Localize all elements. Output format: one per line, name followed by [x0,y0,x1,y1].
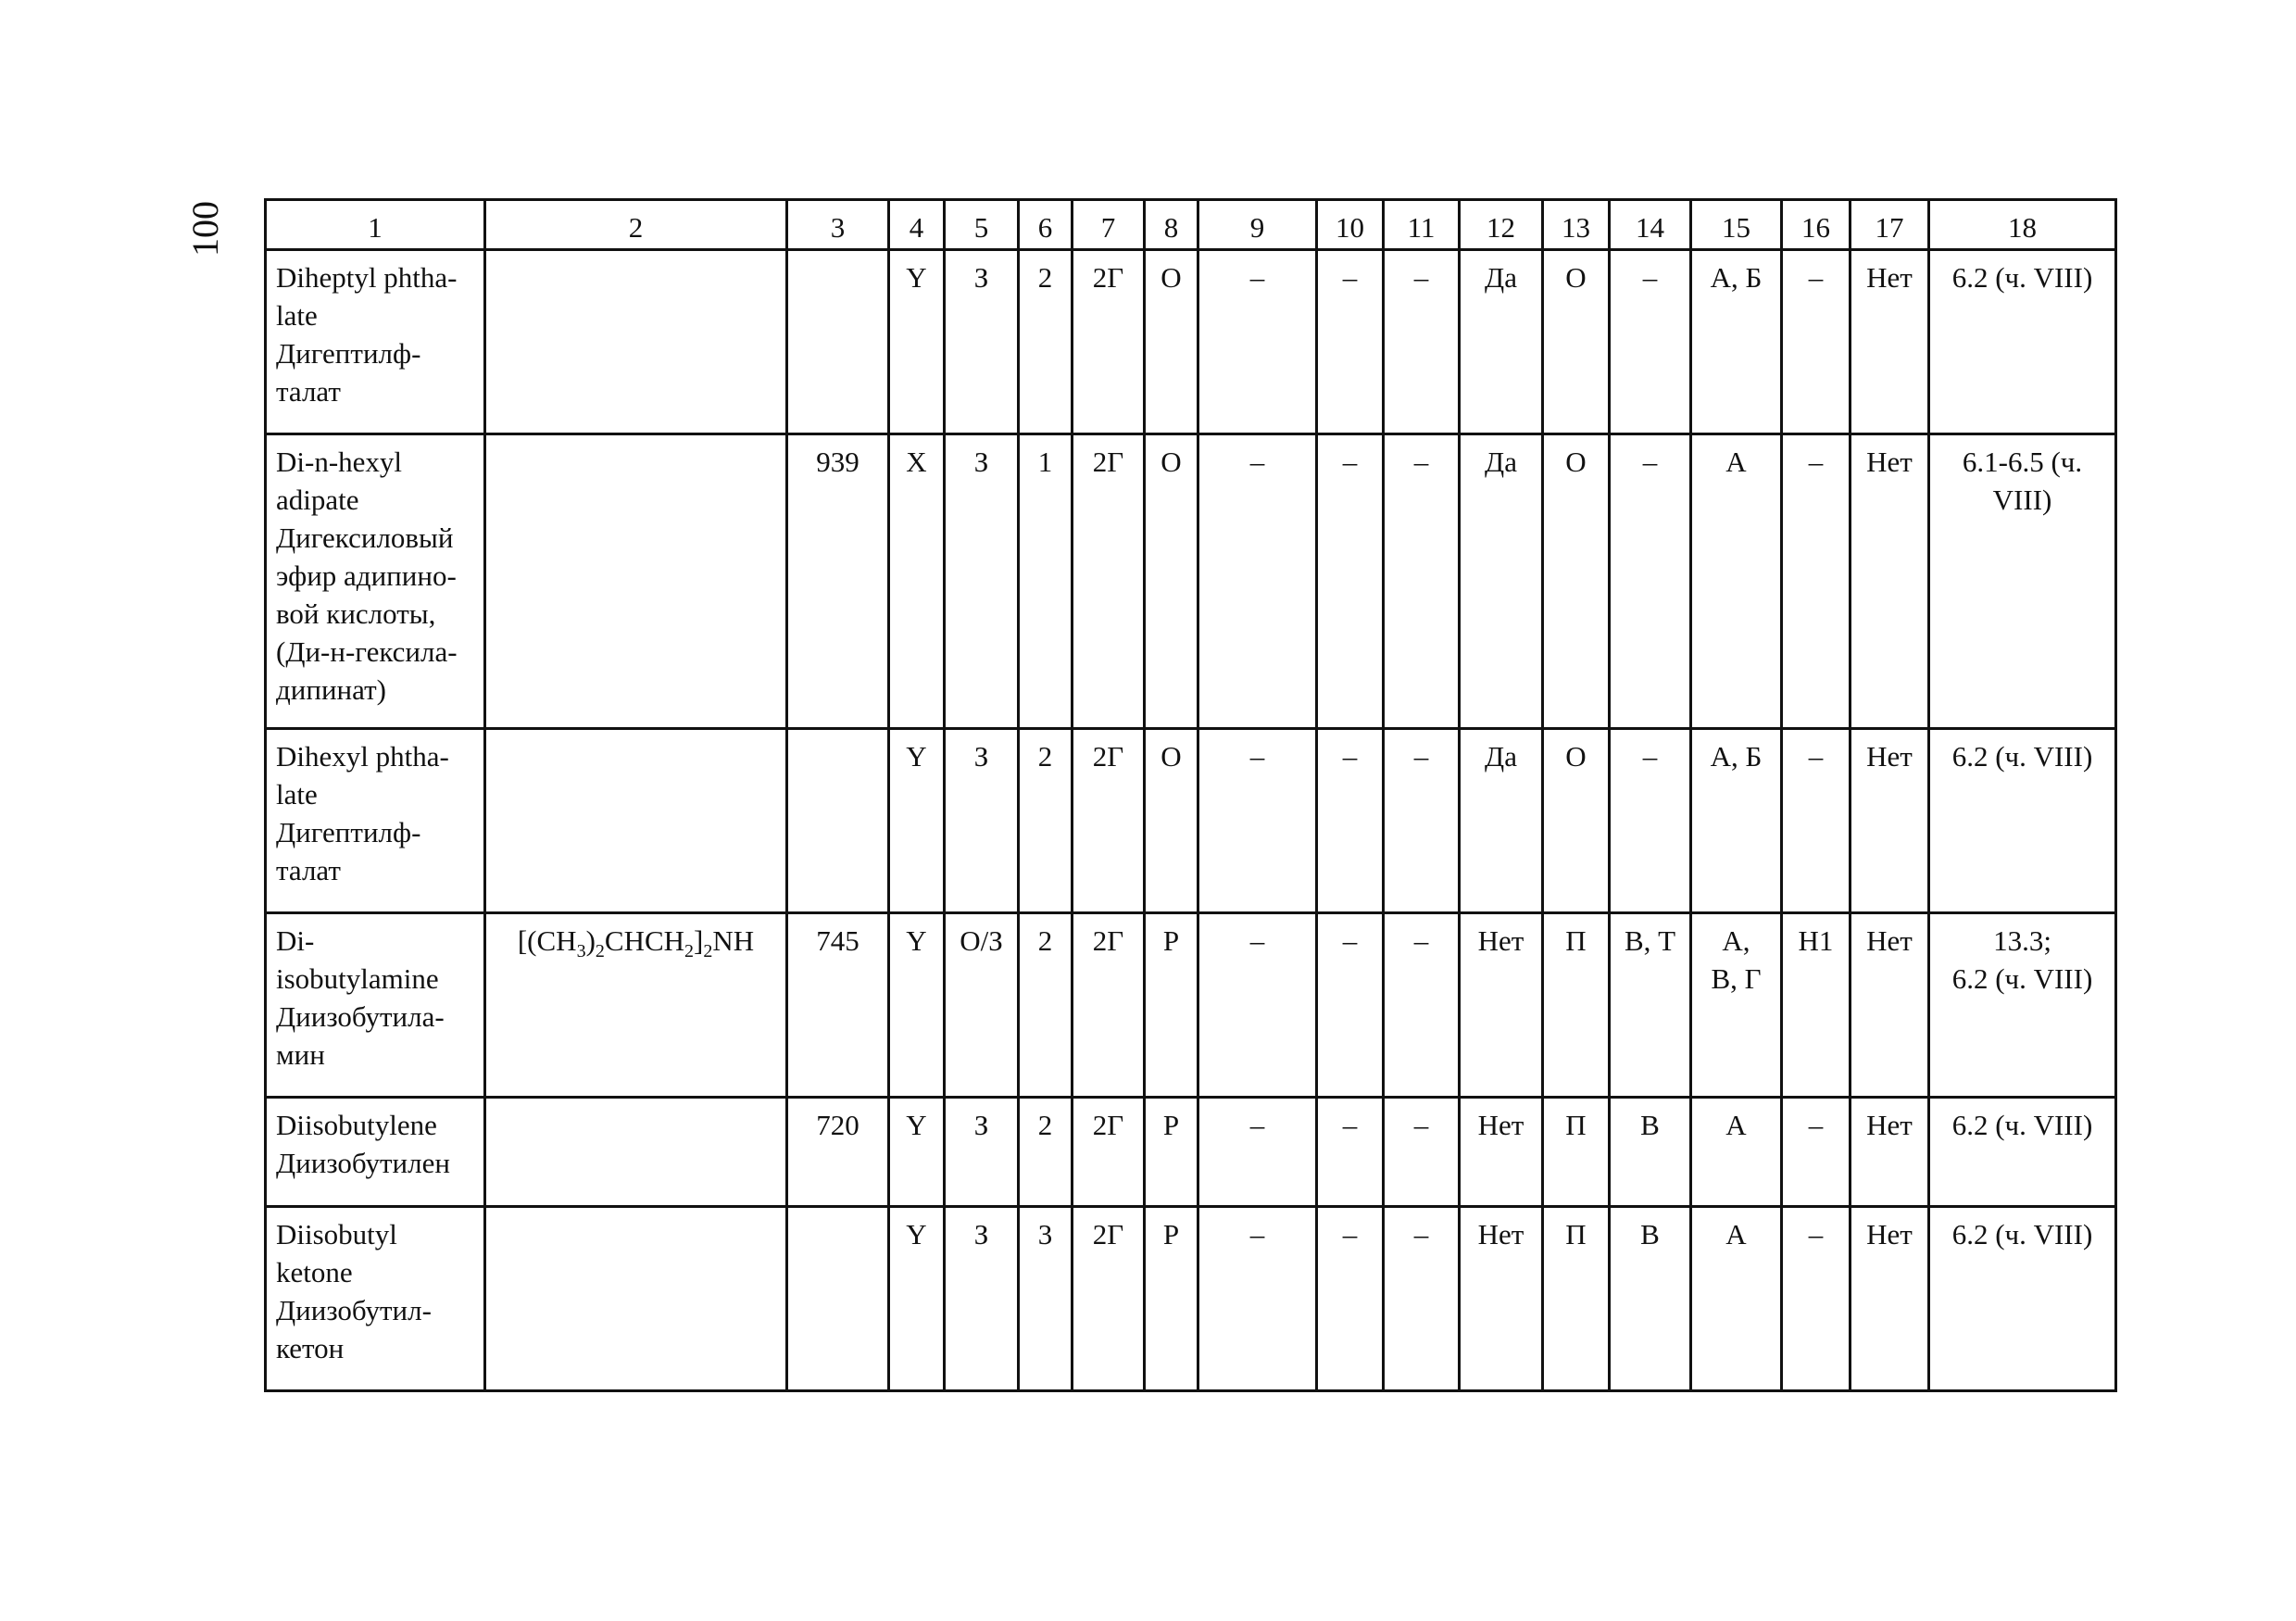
substance-name-cell: Diheptyl phtha- late Дигептилф- талат [266,250,485,434]
formula-text: [(CH [517,924,577,957]
cell-col-9: – [1198,1098,1317,1207]
cell-col-6: 1 [1019,434,1073,729]
cell-col-16: – [1782,250,1851,434]
cell-col-14: В [1610,1207,1691,1391]
cell-col-3: 745 [787,913,889,1098]
cell-col-12: Да [1460,250,1543,434]
column-header: 14 [1610,200,1691,250]
cell-col-3 [787,729,889,913]
cell-col-4: Y [889,1098,945,1207]
column-header: 18 [1929,200,2116,250]
cell-col-8: О [1145,729,1198,913]
cell-col-18: 6.1-6.5 (ч. VIII) [1929,434,2116,729]
header-row [266,200,2116,250]
cell-col-11: – [1384,1207,1460,1391]
cell-col-13: П [1543,1098,1610,1207]
column-header: 12 [1460,200,1543,250]
cell-col-18: 6.2 (ч. VIII) [1929,250,2116,434]
cell-col-4: Y [889,250,945,434]
cell-col-18: 6.2 (ч. VIII) [1929,1207,2116,1391]
cell-col-17: Нет [1851,250,1929,434]
cell-col-9: – [1198,434,1317,729]
column-header: 11 [1384,200,1460,250]
substance-name-cell: Diisobutylene Диизобутилен [266,1098,485,1207]
formula-text: CHCH [604,924,685,957]
cell-col-6: 2 [1019,1098,1073,1207]
cell-col-4: Y [889,913,945,1098]
cell-col-8: Р [1145,1098,1198,1207]
substance-name-cell: Dihexyl phtha- late Дигептилф- талат [266,729,485,913]
column-header: 1 [266,200,485,250]
cell-col-15: А, Б [1691,250,1782,434]
cell-col-9: – [1198,913,1317,1098]
cell-col-17: Нет [1851,913,1929,1098]
cell-col-16: – [1782,434,1851,729]
cell-col-13: П [1543,1207,1610,1391]
cell-col-17: Нет [1851,729,1929,913]
cell-col-15: А [1691,1098,1782,1207]
column-header: 15 [1691,200,1782,250]
cell-col-6: 3 [1019,1207,1073,1391]
column-header: 17 [1851,200,1929,250]
formula-subscript: 2 [684,941,695,961]
formula-cell [485,250,787,434]
cell-col-10: – [1317,434,1384,729]
cell-col-11: – [1384,1098,1460,1207]
cell-col-9: – [1198,250,1317,434]
column-header: 6 [1019,200,1073,250]
cell-col-13: О [1543,250,1610,434]
cell-col-15: А [1691,1207,1782,1391]
cell-col-11: – [1384,913,1460,1098]
cell-col-7: 2Г [1073,729,1145,913]
cargo-table [264,198,2117,1392]
column-header: 10 [1317,200,1384,250]
table-row [266,1098,2116,1207]
cell-col-17: Нет [1851,1098,1929,1207]
page-number: 100 [184,201,226,257]
substance-name-cell: Di-n-hexyl adipate Дигексиловый эфир адипино- вой кислоты, (Ди-н-гексила- дипинат) [266,434,485,729]
cell-col-9: – [1198,1207,1317,1391]
column-header: 5 [945,200,1019,250]
cell-col-12: Да [1460,729,1543,913]
cell-col-12: Нет [1460,1098,1543,1207]
cell-col-14: В, Т [1610,913,1691,1098]
column-header: 7 [1073,200,1145,250]
cell-col-10: – [1317,913,1384,1098]
cell-col-16: – [1782,1098,1851,1207]
formula-text: NH [712,924,755,957]
formula-text: ] [694,924,704,957]
cell-col-14: В [1610,1098,1691,1207]
cell-col-7: 2Г [1073,1098,1145,1207]
formula-cell [485,913,787,1098]
formula-subscript: 2 [595,941,605,961]
cell-col-15: А [1691,434,1782,729]
formula-cell [485,1098,787,1207]
cell-col-8: О [1145,250,1198,434]
cell-col-17: Нет [1851,1207,1929,1391]
cell-col-13: О [1543,434,1610,729]
cell-col-18: 6.2 (ч. VIII) [1929,729,2116,913]
cell-col-6: 2 [1019,913,1073,1098]
cell-col-15: А, В, Г [1691,913,1782,1098]
cell-col-6: 2 [1019,250,1073,434]
cell-col-5: З [945,434,1019,729]
cell-col-9: – [1198,729,1317,913]
cell-col-3: 720 [787,1098,889,1207]
formula-subscript: 2 [703,941,713,961]
column-header: 13 [1543,200,1610,250]
column-header: 8 [1145,200,1198,250]
column-header: 2 [485,200,787,250]
cell-col-10: – [1317,250,1384,434]
cell-col-11: – [1384,729,1460,913]
cell-col-11: – [1384,250,1460,434]
cell-col-14: – [1610,250,1691,434]
table-body [266,200,2116,1391]
cell-col-3 [787,1207,889,1391]
column-header: 3 [787,200,889,250]
substance-name-cell: Di- isobutylamine Диизобутила- мин [266,913,485,1098]
cell-col-3: 939 [787,434,889,729]
formula-cell [485,729,787,913]
cell-col-12: Нет [1460,1207,1543,1391]
cell-col-15: А, Б [1691,729,1782,913]
cell-col-12: Нет [1460,913,1543,1098]
cell-col-18: 6.2 (ч. VIII) [1929,1098,2116,1207]
cell-col-4: X [889,434,945,729]
cell-col-14: – [1610,434,1691,729]
cell-col-10: – [1317,1098,1384,1207]
column-header: 16 [1782,200,1851,250]
formula-cell [485,1207,787,1391]
column-header: 9 [1198,200,1317,250]
cell-col-4: Y [889,729,945,913]
cell-col-6: 2 [1019,729,1073,913]
cell-col-17: Нет [1851,434,1929,729]
column-header: 4 [889,200,945,250]
cell-col-3 [787,250,889,434]
cell-col-8: О [1145,434,1198,729]
cell-col-11: – [1384,434,1460,729]
cell-col-16: – [1782,1207,1851,1391]
table-row [266,434,2116,729]
cell-col-16: Н1 [1782,913,1851,1098]
formula-subscript: 3 [576,941,586,961]
cell-col-12: Да [1460,434,1543,729]
cell-col-7: 2Г [1073,250,1145,434]
cell-col-7: 2Г [1073,913,1145,1098]
formula-text: ) [585,924,596,957]
cell-col-8: Р [1145,1207,1198,1391]
cell-col-5: З [945,1098,1019,1207]
substance-name-cell: Diisobutyl ketone Диизобутил- кетон [266,1207,485,1391]
table-row [266,729,2116,913]
cell-col-13: О [1543,729,1610,913]
cell-col-18: 13.3; 6.2 (ч. VIII) [1929,913,2116,1098]
cell-col-4: Y [889,1207,945,1391]
cell-col-5: З [945,250,1019,434]
cell-col-14: – [1610,729,1691,913]
cell-col-5: З [945,1207,1019,1391]
cell-col-13: П [1543,913,1610,1098]
table-row [266,913,2116,1098]
cell-col-5: О/З [945,913,1019,1098]
cell-col-8: Р [1145,913,1198,1098]
formula-cell [485,434,787,729]
table-row [266,1207,2116,1391]
cell-col-7: 2Г [1073,434,1145,729]
cell-col-16: – [1782,729,1851,913]
cell-col-5: З [945,729,1019,913]
cell-col-10: – [1317,1207,1384,1391]
cell-col-10: – [1317,729,1384,913]
cell-col-7: 2Г [1073,1207,1145,1391]
table-row [266,250,2116,434]
